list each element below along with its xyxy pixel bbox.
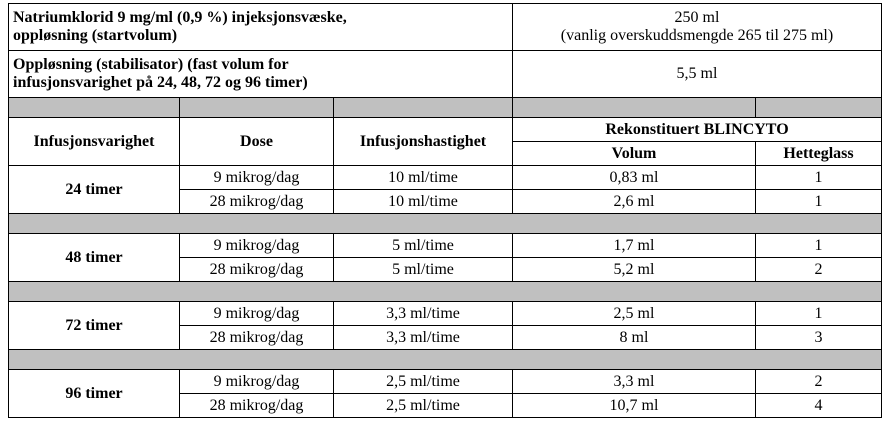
vials-cell: 1 <box>756 302 882 326</box>
duration-cell: 24 timer <box>9 166 180 214</box>
vials-cell: 1 <box>756 190 882 214</box>
header-rate: Infusjonshastighet <box>334 118 513 166</box>
table-row <box>9 166 882 190</box>
rate-cell: 10 ml/time <box>334 190 513 214</box>
rate-cell: 2,5 ml/time <box>334 370 513 394</box>
volume-cell: 2,5 ml <box>513 302 756 326</box>
volume-cell: 3,3 ml <box>513 370 756 394</box>
dose-cell: 9 mikrog/dag <box>180 234 334 258</box>
volume-cell: 0,83 ml <box>513 166 756 190</box>
rate-cell: 2,5 ml/time <box>334 394 513 418</box>
separator-row <box>9 282 882 302</box>
rate-cell: 5 ml/time <box>334 258 513 282</box>
rate-cell: 3,3 ml/time <box>334 302 513 326</box>
table-row <box>9 370 882 394</box>
duration-cell: 48 timer <box>9 234 180 282</box>
volume-cell: 5,2 ml <box>513 258 756 282</box>
header-row <box>9 118 882 142</box>
rate-cell: 5 ml/time <box>334 234 513 258</box>
table-row <box>9 4 882 51</box>
dose-cell: 28 mikrog/dag <box>180 190 334 214</box>
duration-cell: 72 timer <box>9 302 180 350</box>
stabilizer-value-cell: 5,5 ml <box>513 51 882 98</box>
header-dose: Dose <box>180 118 334 166</box>
vials-cell: 1 <box>756 166 882 190</box>
volume-cell: 8 ml <box>513 326 756 350</box>
header-duration: Infusjonsvarighet <box>9 118 180 166</box>
separator-row <box>9 350 882 370</box>
duration-cell: 96 timer <box>9 370 180 418</box>
saline-value-cell: 250 ml (vanlig overskuddsmengde 265 til 275 ml) <box>513 4 882 51</box>
volume-cell: 2,6 ml <box>513 190 756 214</box>
vials-cell: 2 <box>756 370 882 394</box>
separator-row <box>9 214 882 234</box>
dose-cell: 28 mikrog/dag <box>180 326 334 350</box>
rate-cell: 10 ml/time <box>334 166 513 190</box>
rate-cell: 3,3 ml/time <box>334 326 513 350</box>
separator-row <box>9 98 882 118</box>
table-row <box>9 302 882 326</box>
stabilizer-label-cell: Oppløsning (stabilisator) (fast volum for infusjonsvarighet på 24, 48, 72 og 96 timer) <box>9 51 513 98</box>
document-page <box>8 3 882 418</box>
saline-label-cell: Natriumklorid 9 mg/ml (0,9 %) injeksjonsvæske, oppløsning (startvolum) <box>9 4 513 51</box>
header-vials: Hetteglass <box>756 142 882 166</box>
volume-cell: 10,7 ml <box>513 394 756 418</box>
vials-cell: 1 <box>756 234 882 258</box>
header-volume: Volum <box>513 142 756 166</box>
vials-cell: 3 <box>756 326 882 350</box>
vials-cell: 2 <box>756 258 882 282</box>
table-row <box>9 234 882 258</box>
header-reconstituted: Rekonstituert BLINCYTO <box>513 118 882 142</box>
volume-cell: 1,7 ml <box>513 234 756 258</box>
dose-cell: 28 mikrog/dag <box>180 394 334 418</box>
dose-cell: 9 mikrog/dag <box>180 166 334 190</box>
table-row <box>9 51 882 98</box>
dose-cell: 28 mikrog/dag <box>180 258 334 282</box>
dose-cell: 9 mikrog/dag <box>180 302 334 326</box>
dose-cell: 9 mikrog/dag <box>180 370 334 394</box>
blincyto-preparation-table <box>8 3 882 418</box>
vials-cell: 4 <box>756 394 882 418</box>
